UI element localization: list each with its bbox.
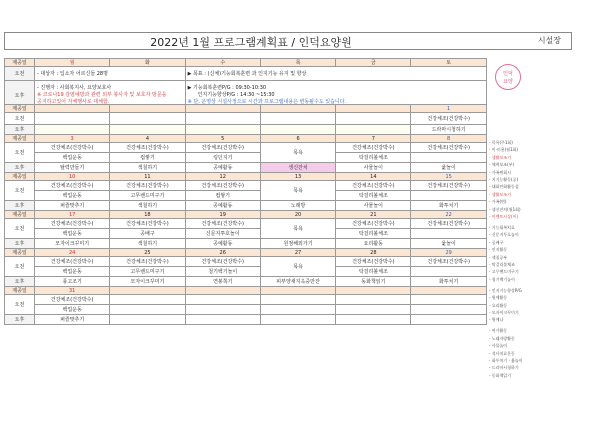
program-calendar — [4, 4, 596, 420]
program-cell: 목욕 — [260, 143, 335, 163]
program-cell — [110, 295, 185, 305]
side-note-item: - 화투치기 · 윷놀이 — [489, 358, 523, 363]
program-cell — [336, 305, 411, 315]
page-title: 2022년 1월 프로그램계획표 / 인덕요양원 — [150, 36, 352, 49]
date-cell: 24 — [35, 249, 110, 257]
program-cell — [185, 315, 260, 325]
date-cell — [336, 105, 411, 113]
program-cell: 공배구 — [110, 229, 185, 239]
weekday-label: 제공일 — [5, 249, 35, 257]
date-cell — [185, 287, 260, 295]
pm-label: 오후 — [5, 201, 35, 211]
program-cell: 생신잔치 — [260, 163, 335, 173]
program-cell — [411, 305, 486, 315]
program-cell: 건강체조(건강박수) — [35, 181, 110, 191]
date-cell: 4 — [110, 135, 185, 143]
program-cell: 탈력만들기 — [35, 163, 110, 173]
program-cell: 모자이크꾸미기 — [35, 239, 110, 249]
program-cell: 백업운동 — [35, 191, 110, 201]
side-note-item: - 드라마시청하기 — [489, 365, 519, 371]
program-cell: 목욕 — [260, 219, 335, 239]
side-note-item: - 인지활동 — [489, 247, 508, 253]
program-cell: 백업운동 — [35, 229, 110, 239]
program-cell — [260, 305, 335, 315]
program-cell: 컵쌓기 — [110, 153, 185, 163]
day-tue: 화 — [110, 59, 185, 67]
am-label: 오전 — [5, 257, 35, 277]
program-cell: 공예활동 — [185, 163, 260, 173]
info-target: - 대상자 : 입소자 어르신들 28명 — [35, 67, 186, 81]
weeks-table — [4, 104, 487, 325]
date-cell: 20 — [260, 211, 335, 219]
date-cell: 29 — [411, 249, 486, 257]
side-note-item: - 생활보조기 — [489, 154, 512, 160]
program-cell — [185, 113, 260, 125]
side-note-item: - 이·미용(월1회) — [489, 147, 518, 153]
program-cell: 건강체조(건강박수) — [336, 257, 411, 267]
program-cell: 건강체조(건강박수) — [336, 181, 411, 191]
side-note-item: - 청기백기놀이 — [489, 276, 515, 282]
day-thu: 목 — [260, 59, 335, 67]
program-cell: 탁걸리볼체조 — [336, 267, 411, 277]
date-cell: 12 — [185, 173, 260, 181]
program-cell — [110, 305, 185, 315]
date-cell — [185, 105, 260, 113]
date-cell — [35, 105, 110, 113]
am-label: 오전 — [5, 181, 35, 201]
program-cell: 고무밴드미구기 — [110, 191, 185, 201]
week-pm-row — [5, 201, 487, 211]
weekday-label: 제공일 — [5, 105, 35, 113]
am-label: 오전 — [5, 67, 35, 81]
facility-head-label: 시설장 — [537, 36, 561, 45]
program-cell: 사물놀이 — [336, 163, 411, 173]
program-cell: 건강체조(건강박수) — [110, 219, 185, 229]
side-note-item: - 인지기능향상P/G — [489, 287, 522, 293]
day-wed: 수 — [185, 59, 260, 67]
date-cell: 31 — [35, 287, 110, 295]
facility-stamp: 인덕 요양 — [495, 64, 521, 90]
program-cell: 윷놀이 — [411, 163, 486, 173]
program-cell: 건강체조(건강박수) — [35, 257, 110, 267]
week-pm-row — [5, 125, 487, 135]
week-am2-row — [5, 153, 487, 163]
program-cell — [336, 315, 411, 325]
side-note-item: - 체력보조(부) — [489, 162, 515, 168]
date-cell: 28 — [336, 249, 411, 257]
program-cell: 색칠하기 — [110, 201, 185, 211]
pm-label: 오후 — [5, 239, 35, 249]
program-cell — [411, 267, 486, 277]
program-cell: 목욕 — [260, 257, 335, 277]
date-cell — [411, 287, 486, 295]
program-cell: 사물놀이 — [336, 201, 411, 211]
date-cell: 6 — [260, 135, 335, 143]
program-cell: 백업운동 — [35, 267, 110, 277]
side-note-item: - 여가활동 — [489, 328, 508, 334]
side-note-item: - 목욕(주1회) — [489, 140, 513, 145]
week-pm-row — [5, 239, 487, 249]
program-cell: 컵쌓기 — [185, 191, 260, 201]
program-cell: 청기백기놀이 — [185, 267, 260, 277]
program-cell: 요리활동 — [336, 239, 411, 249]
date-cell: 26 — [185, 249, 260, 257]
program-cell: 건강체조(건강박수) — [336, 219, 411, 229]
program-cell — [411, 229, 486, 239]
weekday-label: 제공일 — [5, 135, 35, 143]
am-label: 오전 — [5, 143, 35, 163]
day-mon: 월 — [35, 59, 110, 67]
program-cell — [260, 295, 335, 305]
program-cell — [260, 113, 335, 125]
week-pm-row — [5, 315, 487, 325]
week-am-row — [5, 257, 487, 267]
side-note-item: - 가족면회시 — [489, 169, 512, 175]
date-cell: 5 — [185, 135, 260, 143]
day-sat: 토 — [411, 59, 486, 67]
program-cell: 목욕 — [260, 181, 335, 201]
program-cell — [110, 125, 185, 135]
week-am2-row — [5, 191, 487, 201]
program-cell: 건강체조(건강박수) — [185, 219, 260, 229]
date-cell: 10 — [35, 173, 110, 181]
side-note-item: - 가족(면) — [489, 199, 507, 205]
pm-label: 오후 — [5, 163, 35, 173]
pm-label: 오후 — [5, 277, 35, 287]
am-label: 오전 — [5, 295, 35, 315]
side-note-item: - 원예활동 — [489, 295, 508, 301]
side-note-item: - 기능회복치료 — [489, 225, 515, 230]
am-label: 오전 — [5, 113, 35, 125]
program-cell — [411, 295, 486, 305]
date-cell: 19 — [185, 211, 260, 219]
weekday-label: 제공일 — [5, 173, 35, 181]
date-cell — [336, 287, 411, 295]
date-cell: 18 — [110, 211, 185, 219]
program-cell: 건강체조(건강박수) — [35, 143, 110, 153]
week-am-row — [5, 219, 487, 229]
date-cell: 22 — [411, 211, 486, 219]
title-bar — [4, 32, 572, 50]
program-cell: 건강체조(건강박수) — [35, 295, 110, 305]
program-cell: 연봉쪽기 — [185, 277, 260, 287]
week-am2-row — [5, 305, 487, 315]
side-note-item: - 이벤트시상(이) — [489, 214, 519, 219]
program-cell: 백업운동 — [35, 305, 110, 315]
program-cell: 건강체조(건강박수) — [411, 181, 486, 191]
program-cell: 노래방 — [260, 201, 335, 211]
side-note-item: - 요리활동 — [489, 302, 508, 308]
program-cell: 건강체조(건강박수) — [110, 181, 185, 191]
side-note-item: - 모자이크꾸미기 — [489, 310, 519, 315]
info-staff: - 진행자 : 사회복지사, 요양보호사 — [37, 85, 112, 91]
program-cell: 화투치기 — [411, 277, 486, 287]
program-cell: 윷놀이 — [411, 239, 486, 249]
program-cell — [35, 125, 110, 135]
date-cell — [110, 105, 185, 113]
program-cell: 신문지투호놀이 — [185, 229, 260, 239]
date-cell: 21 — [336, 211, 411, 219]
weekday-header-row — [5, 59, 487, 67]
program-cell: 색칠하기 — [110, 239, 185, 249]
week-am-row — [5, 295, 487, 305]
program-cell: 건강체조(건강박수) — [185, 257, 260, 267]
date-cell: 11 — [110, 173, 185, 181]
week-date-row — [5, 173, 487, 181]
program-cell — [411, 153, 486, 163]
side-note-item: - 동화책읽기 — [489, 372, 512, 378]
info-covid-1: ※ 코로나19 감염예방과 관련 외부 봉사자 및 보호자 방문을 — [37, 92, 167, 98]
week-am-row — [5, 113, 487, 125]
date-cell: 8 — [411, 135, 486, 143]
program-cell: 색칠하기 — [110, 163, 185, 173]
program-cell — [411, 191, 486, 201]
week-date-row — [5, 135, 487, 143]
am-label: 오전 — [5, 219, 35, 239]
date-cell — [260, 105, 335, 113]
info-am-row — [5, 67, 487, 81]
program-cell — [185, 305, 260, 315]
program-cell — [336, 113, 411, 125]
program-cell — [336, 125, 411, 135]
date-cell: 14 — [336, 173, 411, 181]
program-cell — [35, 113, 110, 125]
program-cell: 동화책읽기 — [336, 277, 411, 287]
side-note-item: - 공배구 — [489, 239, 504, 245]
program-cell: 피부양새지옥중만잔 — [260, 277, 335, 287]
weekday-label: 제공일 — [5, 287, 35, 295]
program-cell: 건강체조(건강박수) — [411, 219, 486, 229]
program-cell: 백업운동 — [35, 153, 110, 163]
date-cell: 25 — [110, 249, 185, 257]
program-cell: 건강체조(건강박수) — [35, 219, 110, 229]
program-cell: 탁걸리볼체조 — [336, 191, 411, 201]
program-cell: 탁걸리볼체조 — [336, 153, 411, 163]
week-am2-row — [5, 229, 487, 239]
date-cell — [110, 287, 185, 295]
program-cell — [110, 113, 185, 125]
program-cell: 공예활동 — [185, 239, 260, 249]
program-cell: 모자이크꾸미기 — [110, 277, 185, 287]
date-cell: 13 — [260, 173, 335, 181]
pm-label: 오후 — [5, 81, 35, 111]
program-cell — [260, 315, 335, 325]
program-cell: 건강체조(건강박수) — [185, 181, 260, 191]
program-cell: 건강체조(건강박수) — [185, 143, 260, 153]
pm-label: 오후 — [5, 125, 35, 135]
week-am-row — [5, 181, 487, 191]
program-cell — [411, 315, 486, 325]
date-cell: 7 — [336, 135, 411, 143]
date-cell: 17 — [35, 211, 110, 219]
program-cell: 퍼즐맞추기 — [35, 201, 110, 211]
side-note-item: - 지기능활동(공) — [489, 177, 519, 182]
side-note-item: - 석사치료운동 — [489, 350, 515, 356]
week-date-row — [5, 105, 487, 113]
program-cell: 건강체조(건강박수) — [110, 143, 185, 153]
info-covid-2: 공지하고있어 자체행사로 대체함. — [37, 99, 110, 105]
side-note-item: - 원예나 — [489, 317, 504, 323]
week-pm-row — [5, 277, 487, 287]
program-cell: 고무밴드미구기 — [110, 267, 185, 277]
week-date-row — [5, 249, 487, 257]
program-cell: 화투치기 — [411, 201, 486, 211]
date-cell: 3 — [35, 135, 110, 143]
week-date-row — [5, 211, 487, 219]
program-cell: 건강체조(건강박수) — [411, 113, 486, 125]
info-cognitive-time: 인지기능향상P/G : 14:30 ~15:30 — [197, 92, 275, 98]
program-cell — [110, 315, 185, 325]
program-cell: 퍼즐맞추기 — [35, 315, 110, 325]
week-am2-row — [5, 267, 487, 277]
side-note-item: - 생활보조기 — [489, 191, 512, 197]
side-note-item: - 고무밴드미구기 — [489, 269, 519, 275]
program-cell — [336, 295, 411, 305]
side-note-item: - 색칠공부 — [489, 254, 508, 260]
program-cell: 건강체조(건강박수) — [110, 257, 185, 267]
date-cell: 1 — [411, 105, 486, 113]
info-change-note: ※ 단, 운영상 시설사정으로 시간과 프로그램내용은 변동될수도 있습니다. — [187, 99, 347, 105]
program-cell — [185, 125, 260, 135]
program-cell: 풍고조기 — [35, 277, 110, 287]
program-cell: 건강체조(건강박수) — [336, 143, 411, 153]
date-cell: 15 — [411, 173, 486, 181]
program-cell: 탁걸리볼체조 — [336, 229, 411, 239]
weekday-label: 제공일 — [5, 211, 35, 219]
week-date-row — [5, 287, 487, 295]
program-cell: 공예활동 — [185, 201, 260, 211]
week-am-row — [5, 143, 487, 153]
date-cell — [260, 287, 335, 295]
side-note-item: - 사물놀이 — [489, 343, 508, 349]
program-cell: 드라마시청하기 — [411, 125, 486, 135]
program-cell: 원점해외가기 — [260, 239, 335, 249]
pm-label: 오후 — [5, 315, 35, 325]
day-fri: 금 — [336, 59, 411, 67]
week-pm-row — [5, 163, 487, 173]
date-cell: 27 — [260, 249, 335, 257]
side-note-item: - 탁걸리볼체조 — [489, 262, 515, 267]
side-note-item: - 대화만화활동섬 — [489, 184, 519, 190]
program-cell: 건강체조(건강박수) — [411, 257, 486, 267]
program-cell — [260, 125, 335, 135]
program-cell: 건강체조(건강박수) — [411, 143, 486, 153]
weekday-label: 제공일 — [5, 59, 35, 67]
program-cell — [185, 295, 260, 305]
side-note-item: - 생신잔치(월1회) — [489, 206, 521, 212]
info-goal: ▶ 목표 : (신체)기능회복훈련 과 인지기능 유지 및 향상 — [185, 67, 486, 81]
info-rehab-time: ▶ 기능회복훈련P/G : 09:30-10:30 — [187, 85, 267, 91]
side-note-item: - 신문지투호놀이 — [489, 232, 519, 238]
side-note-item: - 노래자랑활동 — [489, 335, 515, 341]
program-cell: 링던지기 — [185, 153, 260, 163]
